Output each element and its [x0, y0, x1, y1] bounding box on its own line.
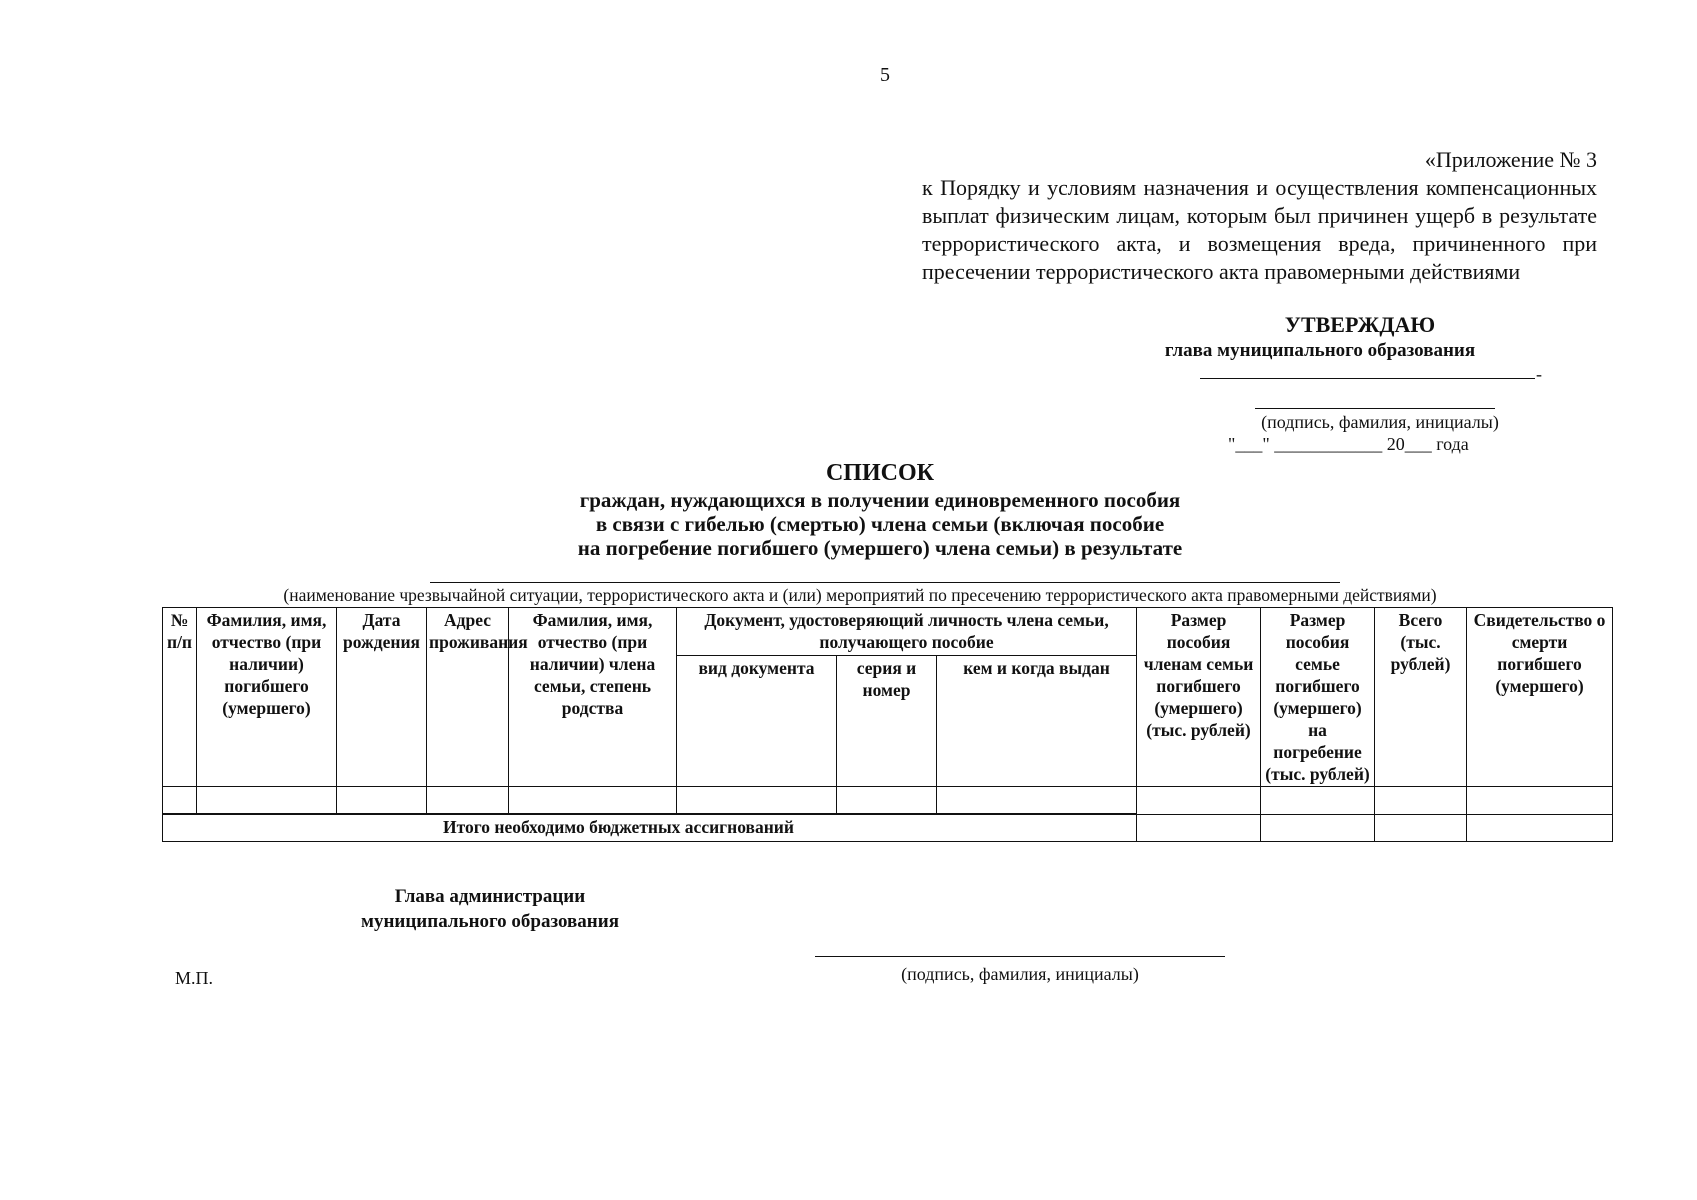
document-subtitle-line: на погребение погибшего (умершего) члена семьи) в результате	[577, 536, 1183, 560]
document-subtitle-line: в связи с гибелью (смертью) члена семьи (включая пособие	[595, 512, 1165, 536]
table-total-row	[163, 814, 1613, 842]
citizens-table	[162, 607, 1613, 842]
col-header-total: Всего (тыс. рублей)	[1375, 608, 1467, 787]
col-header-family-member: Фамилия, имя, отчество (при наличии) члена семьи, степень родства	[509, 608, 677, 787]
approval-signature-line-short	[1255, 408, 1495, 409]
table-row	[163, 787, 1613, 815]
table-header-row	[163, 608, 1613, 656]
total-label: Итого необходимо бюджетных ассигнований	[163, 814, 1137, 842]
col-header-document-number: серия и номер	[837, 656, 937, 787]
table-cell[interactable]	[1137, 787, 1261, 815]
footer-signature-line	[815, 956, 1225, 957]
table-cell[interactable]	[837, 787, 937, 815]
document-title: СПИСОК	[825, 460, 935, 486]
appendix-body: к Порядку и условиям назначения и осуществления компенсационных выплат физическим лицам, которым был причинен ущерб в результате террористического акта, и возмещения вреда, причиненного при пресечении террористического акта правомерными действиями	[922, 175, 1597, 284]
col-header-address: Адрес проживания	[427, 608, 509, 787]
subject-caption: (наименование чрезвычайной ситуации, террористического акта и (или) мероприятий по пресечению террористического акта правомерными действиями)	[283, 585, 1437, 605]
table-cell[interactable]	[1467, 787, 1613, 815]
subject-fill-line	[430, 582, 1340, 583]
document-heading	[460, 458, 1300, 560]
document-subtitle-line: граждан, нуждающихся в получении единовременного пособия	[579, 488, 1181, 512]
approval-signature-caption: (подпись, фамилия, инициалы)	[1261, 412, 1499, 432]
table-cell[interactable]	[1261, 787, 1375, 815]
total-cell[interactable]	[1261, 814, 1375, 842]
approval-line-end: -	[1536, 364, 1542, 384]
table-cell[interactable]	[427, 787, 509, 815]
col-header-burial-allowance: Размер пособия семье погибшего (умершего) на погребение (тыс. рублей)	[1261, 608, 1375, 787]
table-cell[interactable]	[1375, 787, 1467, 815]
col-header-death-certificate: Свидетельство о смерти погибшего (умершего)	[1467, 608, 1613, 787]
col-header-family-allowance: Размер пособия членам семьи погибшего (умершего) (тыс. рублей)	[1137, 608, 1261, 787]
col-header-birth-date: Дата рождения	[337, 608, 427, 787]
approval-position: глава муниципального образования	[1164, 340, 1476, 361]
footer-signature-caption: (подпись, фамилия, инициалы)	[901, 964, 1139, 984]
stamp-place-label: М.П.	[175, 968, 214, 988]
table-cell[interactable]	[163, 787, 197, 815]
col-header-document-type: вид документа	[677, 656, 837, 787]
col-header-document-issued: кем и когда выдан	[937, 656, 1137, 787]
total-cell[interactable]	[1375, 814, 1467, 842]
col-header-identity-document: Документ, удостоверяющий личность члена семьи, получающего пособие	[677, 608, 1137, 656]
appendix-note	[922, 146, 1597, 286]
page-number: 5	[880, 64, 890, 86]
total-cell[interactable]	[1137, 814, 1261, 842]
appendix-title: «Приложение № 3	[1424, 147, 1597, 172]
table-cell[interactable]	[677, 787, 837, 815]
table-cell[interactable]	[509, 787, 677, 815]
table-cell[interactable]	[337, 787, 427, 815]
approval-signature-line	[1200, 378, 1535, 379]
table-cell[interactable]	[937, 787, 1137, 815]
approval-block	[1160, 312, 1560, 364]
approval-date-line: "___" ____________ 20___ года	[1228, 434, 1469, 454]
table-cell[interactable]	[197, 787, 337, 815]
total-cell[interactable]	[1467, 814, 1613, 842]
col-header-number: № п/п	[163, 608, 197, 787]
col-header-deceased-name: Фамилия, имя, отчество (при наличии) погибшего (умершего)	[197, 608, 337, 787]
approval-word: УТВЕРЖДАЮ	[1284, 312, 1436, 337]
head-of-administration-title: Глава администрации муниципального образования	[361, 886, 619, 932]
